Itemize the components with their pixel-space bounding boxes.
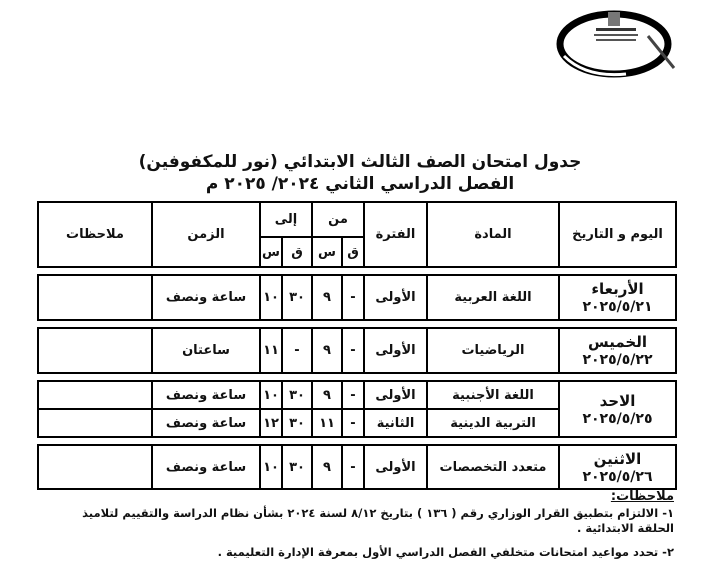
- remarks-cell: [38, 275, 152, 320]
- duration-cell: ساعة ونصف: [152, 381, 260, 409]
- to-hour-cell: ١٠: [260, 275, 282, 320]
- to-minute-cell: -: [282, 328, 312, 373]
- exam-schedule-table: [37, 201, 677, 490]
- period-cell: الأولى: [364, 381, 427, 409]
- duration-cell: ساعتان: [152, 328, 260, 373]
- from-hour-cell: ٩: [312, 445, 342, 489]
- header-from: من: [312, 202, 364, 237]
- subject-cell: متعدد التخصصات: [427, 445, 559, 489]
- to-hour-cell: ١١: [260, 328, 282, 373]
- from-minute-cell: -: [342, 381, 364, 409]
- subject-cell: اللغة العربية: [427, 275, 559, 320]
- header-day-date: اليوم و التاريخ: [559, 202, 676, 267]
- from-minute-cell: -: [342, 445, 364, 489]
- day-date-cell: [559, 381, 676, 437]
- header-to: إلى: [260, 202, 312, 237]
- date-value: ٢٠٢٥/٥/٢٥: [582, 410, 653, 427]
- header-to-hour: س: [260, 237, 282, 267]
- to-minute-cell: ٣٠: [282, 381, 312, 409]
- header-from-minute: ق: [342, 237, 364, 267]
- period-cell: الأولى: [364, 328, 427, 373]
- directorate-logo: [556, 6, 678, 78]
- table-row: [38, 381, 676, 409]
- duration-cell: ساعة ونصف: [152, 409, 260, 437]
- from-hour-cell: ٩: [312, 381, 342, 409]
- header-to-minute: ق: [282, 237, 312, 267]
- remarks-cell: [38, 381, 152, 409]
- duration-cell: ساعة ونصف: [152, 445, 260, 489]
- duration-cell: ساعة ونصف: [152, 275, 260, 320]
- note-item-1: ١- الالتزام بتطبيق القرار الوزاري رقم ( ١٣٦ ) بتاريخ ٨/١٢ لسنة ٢٠٢٤ بشأن نظام الدراسة والتقييم لتلاميذ الحلقة الابتدائية .: [82, 506, 674, 535]
- day-date-cell: [559, 328, 676, 373]
- to-minute-cell: ٣٠: [282, 275, 312, 320]
- remarks-cell: [38, 328, 152, 373]
- header-subject: المادة: [427, 202, 559, 267]
- period-cell: الأولى: [364, 445, 427, 489]
- day-date-cell: [559, 275, 676, 320]
- to-hour-cell: ١٠: [260, 381, 282, 409]
- table-row: [38, 445, 676, 489]
- note-item-2: ٢- تحدد مواعيد امتحانات متخلفي الفصل الدراسي الأول بمعرفة الإدارة التعليمية .: [217, 545, 674, 559]
- header-from-hour: س: [312, 237, 342, 267]
- header-remarks: ملاحظات: [38, 202, 152, 267]
- header-duration: الزمن: [152, 202, 260, 267]
- remarks-cell: [38, 445, 152, 489]
- from-minute-cell: -: [342, 409, 364, 437]
- to-hour-cell: ١٠: [260, 445, 282, 489]
- semester-title: الفصل الدراسي الثاني ٢٠٢٤/ ٢٠٢٥ م: [205, 174, 515, 194]
- from-minute-cell: -: [342, 275, 364, 320]
- to-hour-cell: ١٢: [260, 409, 282, 437]
- date-value: ٢٠٢٥/٥/٢٢: [582, 352, 653, 368]
- day-date-cell: [559, 445, 676, 489]
- period-cell: الثانية: [364, 409, 427, 437]
- remarks-cell: [38, 409, 152, 437]
- subject-cell: اللغة الأجنبية: [427, 381, 559, 409]
- from-hour-cell: ٩: [312, 275, 342, 320]
- notes-heading: ملاحظات:: [610, 489, 674, 504]
- period-cell: الأولى: [364, 275, 427, 320]
- day-name: الأربعاء: [591, 280, 644, 298]
- date-value: ٢٠٢٥/٥/٢١: [582, 299, 653, 315]
- date-value: ٢٠٢٥/٥/٢٦: [582, 468, 653, 485]
- from-hour-cell: ٩: [312, 328, 342, 373]
- to-minute-cell: ٣٠: [282, 445, 312, 489]
- table-row: [38, 328, 676, 373]
- day-name: الاثنين: [593, 449, 642, 468]
- day-name: الخميس: [588, 333, 647, 351]
- from-hour-cell: ١١: [312, 409, 342, 437]
- header-period: الفترة: [364, 202, 427, 267]
- subject-cell: الرياضيات: [427, 328, 559, 373]
- subject-cell: التربية الدينية: [427, 409, 559, 437]
- table-row: [38, 275, 676, 320]
- from-minute-cell: -: [342, 328, 364, 373]
- day-name: الاحد: [599, 391, 636, 410]
- to-minute-cell: ٣٠: [282, 409, 312, 437]
- schedule-title: جدول امتحان الصف الثالث الابتدائي (نور للمكفوفين): [138, 152, 582, 172]
